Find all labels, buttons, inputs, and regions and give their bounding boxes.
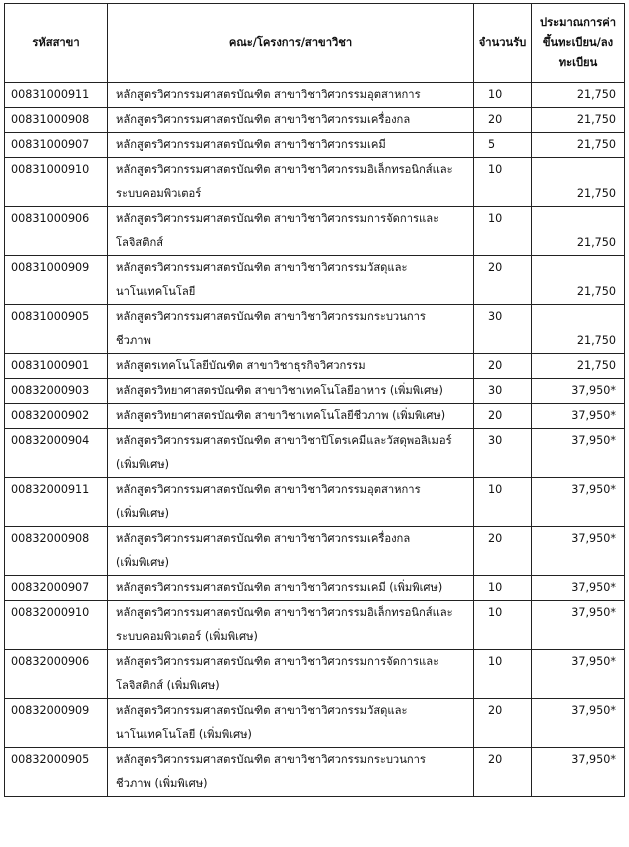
registration-fee: 21,750: [532, 83, 625, 108]
program-name-line: ระบบคอมพิวเตอร์: [116, 187, 202, 200]
program-name-line: (เพิ่มพิเศษ): [116, 458, 169, 471]
program-name-line: หลักสูตรเทคโนโลยีบัณฑิต สาขาวิชาธุรกิจวิศวกรรม: [116, 359, 366, 372]
program-name-line: หลักสูตรวิศวกรรมศาสตรบัณฑิต สาขาวิชาวิศวกรรมเครื่องกล: [116, 532, 411, 545]
program-name-line: โลจิสติกส์ (เพิ่มพิเศษ): [116, 679, 220, 692]
table-row: [5, 527, 625, 576]
admission-count: 20: [474, 354, 532, 379]
admission-count: 30: [474, 379, 532, 404]
program-name-line: หลักสูตรวิศวกรรมศาสตรบัณฑิต สาขาวิชาวิศวกรรมเครื่องกล: [116, 113, 411, 126]
program-code: 00831000906: [5, 207, 108, 256]
registration-fee: 37,950*: [532, 699, 625, 748]
registration-fee: 37,950*: [532, 576, 625, 601]
program-name-line: (เพิ่มพิเศษ): [116, 556, 169, 569]
program-name: [108, 748, 474, 797]
program-name-line: นาโนเทคโนโลยี (เพิ่มพิเศษ): [116, 728, 252, 741]
table-row: [5, 133, 625, 158]
table-row: [5, 748, 625, 797]
program-name-line: โลจิสติกส์: [116, 236, 164, 249]
admission-count: 10: [474, 478, 532, 527]
program-name: [108, 83, 474, 108]
program-code: 00832000905: [5, 748, 108, 797]
table-body: [5, 83, 625, 797]
table-row: [5, 650, 625, 699]
table-row: [5, 354, 625, 379]
table-row: [5, 404, 625, 429]
program-code: 00832000903: [5, 379, 108, 404]
header-count: จำนวนรับ: [474, 4, 532, 83]
program-name: [108, 354, 474, 379]
program-name-line: หลักสูตรวิศวกรรมศาสตรบัณฑิต สาขาวิชาวิศวกรรมอุตสาหการ: [116, 88, 421, 101]
program-name-line: นาโนเทคโนโลยี: [116, 285, 196, 298]
program-name-line: หลักสูตรวิศวกรรมศาสตรบัณฑิต สาขาวิชาปิโตรเคมีและวัสดุพอลิเมอร์: [116, 434, 452, 447]
admission-count: 20: [474, 527, 532, 576]
admission-count: 20: [474, 748, 532, 797]
registration-fee: 21,750: [532, 158, 625, 207]
program-name-line: หลักสูตรวิศวกรรมศาสตรบัณฑิต สาขาวิชาวิศวกรรมการจัดการและ: [116, 655, 440, 668]
program-name-line: (เพิ่มพิเศษ): [116, 507, 169, 520]
program-name-line: หลักสูตรวิศวกรรมศาสตรบัณฑิต สาขาวิชาวิศวกรรมการจัดการและ: [116, 212, 440, 225]
registration-fee: 21,750: [532, 108, 625, 133]
admission-count: 30: [474, 305, 532, 354]
program-code: 00831000905: [5, 305, 108, 354]
program-code: 00831000910: [5, 158, 108, 207]
header-code: รหัสสาขา: [5, 4, 108, 83]
program-code: 00831000901: [5, 354, 108, 379]
program-code: 00832000904: [5, 429, 108, 478]
table-row: [5, 207, 625, 256]
program-name-line: หลักสูตรวิศวกรรมศาสตรบัณฑิต สาขาวิชาวิศวกรรมอิเล็กทรอนิกส์และ: [116, 163, 453, 176]
program-code: 00832000908: [5, 527, 108, 576]
program-name: [108, 133, 474, 158]
admission-count: 10: [474, 158, 532, 207]
program-code: 00832000910: [5, 601, 108, 650]
admission-count: 20: [474, 699, 532, 748]
program-name-line: หลักสูตรวิทยาศาสตรบัณฑิต สาขาวิชาเทคโนโลยีอาหาร (เพิ่มพิเศษ): [116, 384, 443, 397]
admission-count: 10: [474, 207, 532, 256]
program-name: [108, 305, 474, 354]
program-code: 00832000911: [5, 478, 108, 527]
program-name: [108, 478, 474, 527]
registration-fee: 37,950*: [532, 429, 625, 478]
admission-count: 10: [474, 601, 532, 650]
table-row: [5, 429, 625, 478]
program-code: 00832000907: [5, 576, 108, 601]
program-code: 00831000908: [5, 108, 108, 133]
registration-fee: 21,750: [532, 133, 625, 158]
registration-fee: 37,950*: [532, 404, 625, 429]
header-fee: ประมาณการค่าขึ้นทะเบียน/ลงทะเบียน: [532, 4, 625, 83]
admission-count: 20: [474, 256, 532, 305]
program-name-line: หลักสูตรวิศวกรรมศาสตรบัณฑิต สาขาวิชาวิศวกรรมเคมี (เพิ่มพิเศษ): [116, 581, 443, 594]
program-name: [108, 601, 474, 650]
program-code: 00832000909: [5, 699, 108, 748]
table-row: [5, 158, 625, 207]
registration-fee: 37,950*: [532, 601, 625, 650]
program-name: [108, 379, 474, 404]
program-name: [108, 650, 474, 699]
admission-table: [4, 3, 625, 797]
admission-count: 20: [474, 404, 532, 429]
program-name: [108, 576, 474, 601]
table-row: [5, 699, 625, 748]
program-name-line: หลักสูตรวิศวกรรมศาสตรบัณฑิต สาขาวิชาวิศวกรรมอุตสาหการ: [116, 483, 421, 496]
admission-count: 10: [474, 83, 532, 108]
registration-fee: 37,950*: [532, 379, 625, 404]
admission-count: 5: [474, 133, 532, 158]
admission-count: 10: [474, 650, 532, 699]
registration-fee: 37,950*: [532, 748, 625, 797]
admission-count: 20: [474, 108, 532, 133]
program-name: [108, 108, 474, 133]
program-name-line: หลักสูตรวิทยาศาสตรบัณฑิต สาขาวิชาเทคโนโลยีชีวภาพ (เพิ่มพิเศษ): [116, 409, 446, 422]
registration-fee: 37,950*: [532, 527, 625, 576]
table-row: [5, 83, 625, 108]
program-name: [108, 699, 474, 748]
table-row: [5, 108, 625, 133]
header-program: คณะ/โครงการ/สาขาวิชา: [108, 4, 474, 83]
program-name-line: หลักสูตรวิศวกรรมศาสตรบัณฑิต สาขาวิชาวิศวกรรมอิเล็กทรอนิกส์และ: [116, 606, 453, 619]
program-name-line: หลักสูตรวิศวกรรมศาสตรบัณฑิต สาขาวิชาวิศวกรรมเคมี: [116, 138, 386, 151]
program-name-line: ระบบคอมพิวเตอร์ (เพิ่มพิเศษ): [116, 630, 258, 643]
table-row: [5, 256, 625, 305]
table-row: [5, 305, 625, 354]
program-name: [108, 429, 474, 478]
program-name: [108, 158, 474, 207]
program-name-line: หลักสูตรวิศวกรรมศาสตรบัณฑิต สาขาวิชาวิศวกรรมวัสดุและ: [116, 704, 408, 717]
registration-fee: 37,950*: [532, 650, 625, 699]
registration-fee: 21,750: [532, 305, 625, 354]
program-name-line: หลักสูตรวิศวกรรมศาสตรบัณฑิต สาขาวิชาวิศวกรรมกระบวนการ: [116, 310, 426, 323]
program-code: 00832000902: [5, 404, 108, 429]
admission-count: 30: [474, 429, 532, 478]
program-code: 00831000907: [5, 133, 108, 158]
program-name: [108, 527, 474, 576]
registration-fee: 21,750: [532, 207, 625, 256]
table-header-row: [5, 4, 625, 83]
program-name: [108, 207, 474, 256]
table-row: [5, 478, 625, 527]
program-code: 00832000906: [5, 650, 108, 699]
program-name-line: ชีวภาพ: [116, 334, 151, 347]
program-name: [108, 404, 474, 429]
table-row: [5, 601, 625, 650]
program-code: 00831000911: [5, 83, 108, 108]
registration-fee: 37,950*: [532, 478, 625, 527]
table-row: [5, 576, 625, 601]
program-name-line: ชีวภาพ (เพิ่มพิเศษ): [116, 777, 208, 790]
program-code: 00831000909: [5, 256, 108, 305]
registration-fee: 21,750: [532, 256, 625, 305]
table-row: [5, 379, 625, 404]
program-name: [108, 256, 474, 305]
admission-count: 10: [474, 576, 532, 601]
program-name-line: หลักสูตรวิศวกรรมศาสตรบัณฑิต สาขาวิชาวิศวกรรมวัสดุและ: [116, 261, 408, 274]
registration-fee: 21,750: [532, 354, 625, 379]
program-name-line: หลักสูตรวิศวกรรมศาสตรบัณฑิต สาขาวิชาวิศวกรรมกระบวนการ: [116, 753, 426, 766]
